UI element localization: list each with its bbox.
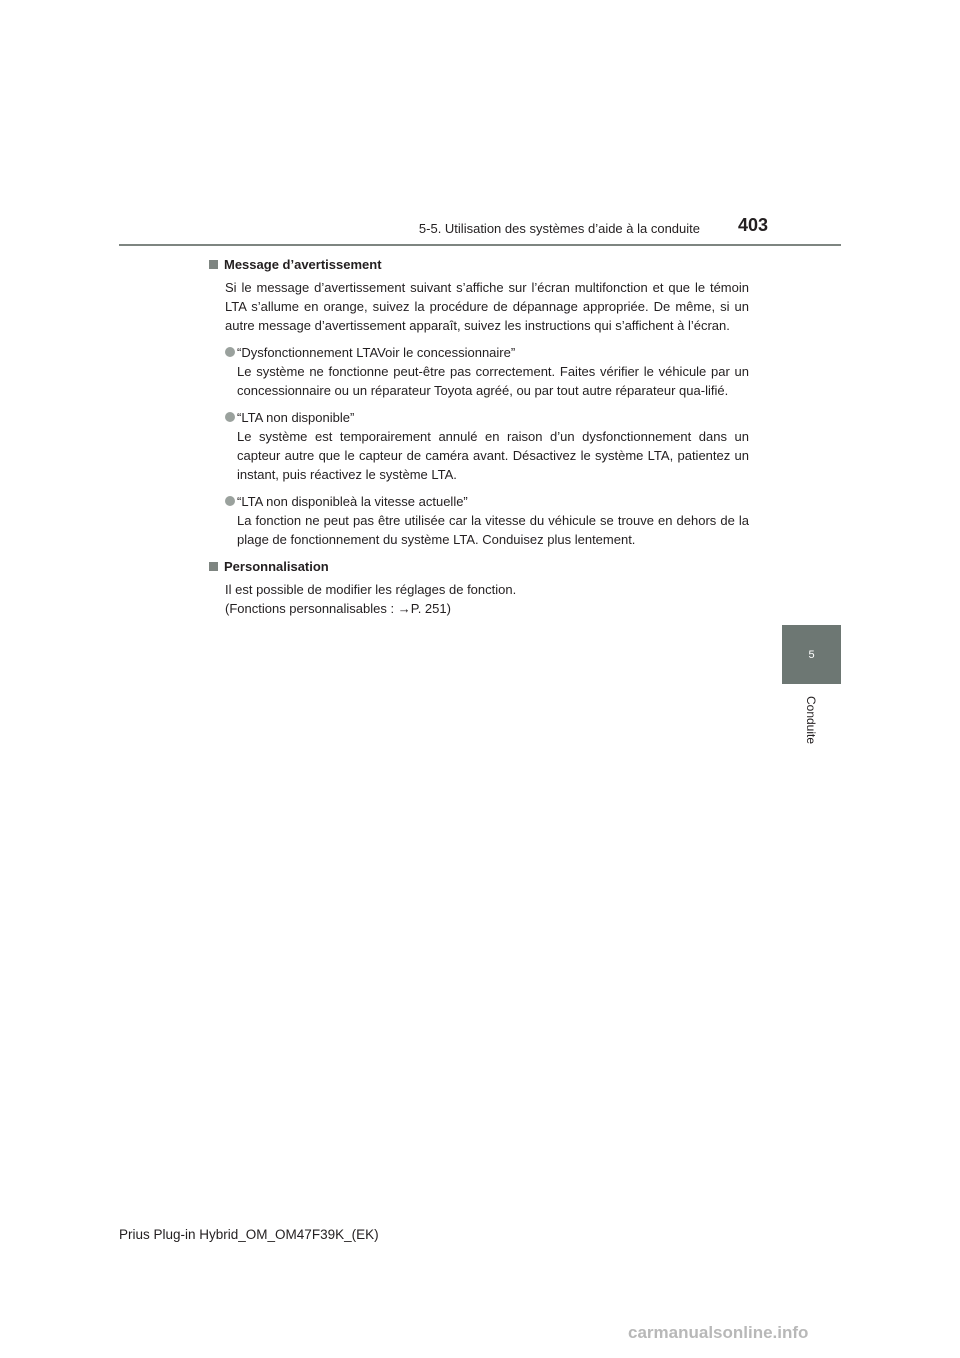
page-number: 403 (738, 215, 769, 235)
message-description: Le système est temporairement annulé en raison d’un dysfonctionnement dans un capteur autre que le capteur de caméra avant. Désactivez le système LTA, patientez un instant, puis réactivez le système LTA. (237, 429, 749, 482)
header-divider (119, 244, 841, 246)
warning-intro-paragraph: Si le message d’avertissement suivant s’affiche sur l’écran multifonction et que le témoin LTA s’allume en orange, suivez la procédure de dépannage appropriée. De même, si un autre message d’avertissement apparaît, suivez les instructions qui s’affichent à l’écran. (225, 280, 749, 333)
list-item (225, 492, 749, 549)
round-bullet-icon (225, 496, 235, 506)
chapter-label-text: Conduite (804, 695, 819, 745)
customization-line: Il est possible de modifier les réglages de fonction. (225, 582, 517, 597)
list-item (225, 408, 749, 484)
round-bullet-icon (225, 412, 235, 422)
section-heading (209, 557, 749, 576)
chapter-label (782, 690, 841, 750)
footer-doc-id: Prius Plug-in Hybrid_OM_OM47F39K_(EK) (119, 1227, 379, 1242)
section-heading-text: Message d’avertissement (224, 257, 382, 272)
section-heading (209, 255, 749, 274)
message-description: La fonction ne peut pas être utilisée car la vitesse du véhicule se trouve en dehors de la plage de fonctionnement du système LTA. Conduisez plus lentement. (237, 513, 749, 547)
chapter-number: 5 (808, 648, 815, 661)
chapter-tab (782, 625, 841, 684)
square-bullet-icon (209, 260, 218, 269)
round-bullet-icon (225, 347, 235, 357)
message-description: Le système ne fonctionne peut-être pas correctement. Faites vérifier le véhicule par un concessionnaire ou un réparateur Toyota agréé, ou par tout autre réparateur qua-lifié. (237, 364, 749, 398)
list-item (225, 343, 749, 400)
customization-paragraph (225, 580, 749, 618)
section-heading-text: Personnalisation (224, 559, 329, 574)
header-section-title: 5-5. Utilisation des systèmes d’aide à la conduite (418, 221, 700, 236)
watermark: carmanualsonline.info (628, 1323, 809, 1342)
side-strip (782, 246, 841, 625)
message-title: “LTA non disponibleà la vitesse actuelle” (237, 494, 468, 509)
main-content (209, 255, 749, 618)
customization-reference: (Fonctions personnalisables : →P. 251) (225, 601, 451, 616)
square-bullet-icon (209, 562, 218, 571)
message-title: “LTA non disponible” (237, 410, 355, 425)
message-title: “Dysfonctionnement LTAVoir le concessionnaire” (237, 345, 516, 360)
